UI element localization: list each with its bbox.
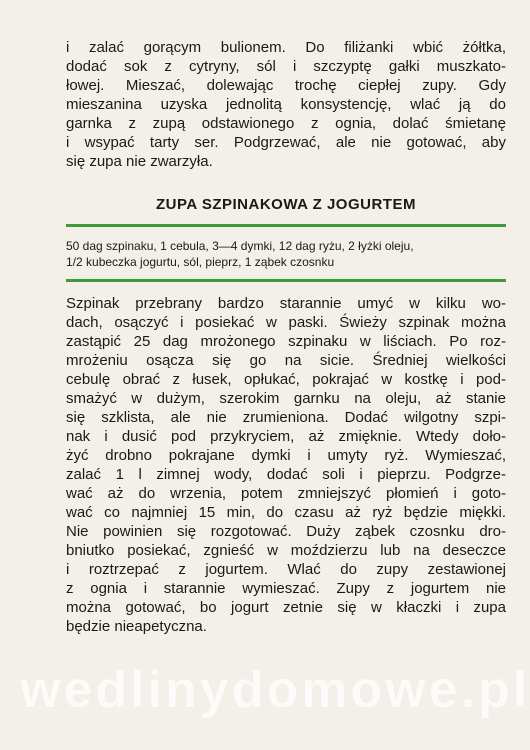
- recipe-title: ZUPA SZPINAKOWA Z JOGURTEM: [156, 196, 416, 213]
- text-line: się zupa nie zwarzyła.: [66, 153, 213, 170]
- text-line: Szpinak przebrany bardzo starannie umyć w kilku wo-: [66, 295, 506, 312]
- text-line: mrożeniu osącza się go na sicie. Średniej wielkości: [66, 352, 506, 369]
- divider-bottom: [66, 279, 506, 282]
- text-line: dodać sok z cytryny, sól i szczyptę gałki muszkato-: [66, 58, 506, 75]
- text-line: bniutko posiekać, zgnieść w moździerzu lub na deseczce: [66, 542, 506, 559]
- watermark: wedlinydomowe.pl: [20, 661, 530, 719]
- divider-top: [66, 224, 506, 227]
- text-line: się szklista, ale nie zrumieniona. Dodać wilgotny szpi-: [66, 409, 506, 426]
- text-line: zastąpić 25 dag mrożonego szpinaku w liściach. Po roz-: [66, 333, 506, 350]
- text-line: będzie nieapetyczna.: [66, 618, 207, 635]
- text-line: cebulę obrać z łusek, opłukać, pokrajać w kostkę i pod-: [66, 371, 506, 388]
- previous-recipe-ending: [66, 38, 506, 171]
- ingredients-list: [66, 238, 506, 270]
- text-line: mieszanina uzyska jednolitą konsystencję, wlać ją do: [66, 96, 506, 113]
- text-line: i roztrzepać z jogurtem. Wlać do zupy zestawionej: [66, 561, 506, 578]
- text-line: wać aż do wrzenia, potem zmniejszyć płomień i goto-: [66, 485, 506, 502]
- text-line: i wsypać tarty ser. Podgrzewać, ale nie gotować, aby: [66, 134, 506, 151]
- text-line: z ognia i starannie wymieszać. Zupy z jogurtem nie: [66, 580, 506, 597]
- text-line: wać co najmniej 15 min, do czasu aż ryż będzie miękki.: [66, 504, 506, 521]
- text-line: Nie powinien się rozgotować. Duży ząbek czosnku dro-: [66, 523, 506, 540]
- recipe-method: [66, 294, 506, 636]
- ingredients-line: 1/2 kubeczka jogurtu, sól, pieprz, 1 ząbek czosnku: [66, 255, 335, 269]
- text-line: dach, osączyć i posiekać w paski. Świeży szpinak można: [66, 314, 506, 331]
- text-line: żyć drobno pokrajane dymki i umyty ryż. Wymieszać,: [66, 447, 506, 464]
- text-line: zalać 1 l zimnej wody, dodać soli i pieprzu. Podgrze-: [66, 466, 506, 483]
- text-line: i zalać gorącym bulionem. Do filiżanki wbić żółtka,: [66, 39, 506, 56]
- text-line: garnka z zupą odstawionego z ognia, dolać śmietanę: [66, 115, 506, 132]
- text-line: łowej. Mieszać, dolewając trochę ciepłej zupy. Gdy: [66, 77, 506, 94]
- text-line: nak i dusić pod przykryciem, aż zmięknie. Wtedy doło-: [66, 428, 506, 445]
- ingredients-line: 50 dag szpinaku, 1 cebula, 3—4 dymki, 12 dag ryżu, 2 łyżki oleju,: [66, 239, 414, 253]
- text-line: smażyć w dużym, szerokim garnku na oleju, aż stanie: [66, 390, 506, 407]
- text-line: można gotować, bo jogurt zetnie się w kłaczki i zupa: [66, 599, 506, 616]
